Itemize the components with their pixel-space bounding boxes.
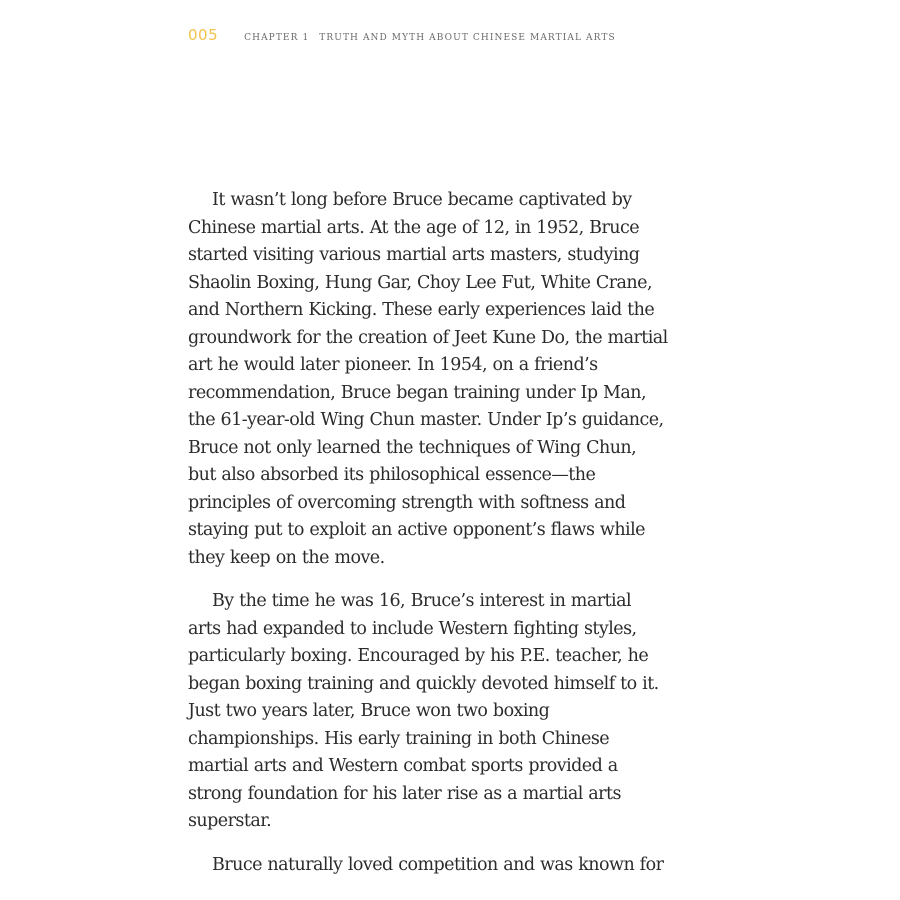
paragraph: Bruce naturally loved competition and was known for [212, 854, 664, 875]
body-text [188, 187, 668, 895]
paragraph: By the time he was 16, Bruce’s interest in martial arts had expanded to include Western fighting styles, particularly boxing. Encouraged by his P.E. teacher, he began boxing training and quickly devoted himself to it. Just two years later, Bruce won two boxing championships. His early training in both Chinese martial arts and Western combat sports provided a strong foundation for his later rise as a martial arts superstar. [188, 591, 659, 831]
paragraph: It wasn’t long before Bruce became captivated by Chinese martial arts. At the age of 12, in 1952, Bruce started visiting various martial arts masters, studying Shaolin Boxing, Hung Gar, Choy Lee Fut, White Crane, and Northern Kicking. These early experiences laid the groundwork for the creation of Jeet Kune Do, the martial art he would later pioneer. In 1954, on a friend’s recommendation, Bruce began training under Ip Man, the 61-year-old Wing Chun master. Under Ip’s guidance, Bruce not only learned the techniques of Wing Chun, but also absorbed its philosophical essence—the principles of overcoming strength with softness and staying put to exploit an active opponent’s flaws while they keep on the move. [188, 190, 668, 568]
chapter-title: TRUTH AND MYTH ABOUT CHINESE MARTIAL ARTS [319, 33, 616, 43]
running-head [188, 26, 616, 46]
chapter-label: CHAPTER 1 [244, 33, 310, 43]
page-number: 005 [188, 26, 219, 44]
